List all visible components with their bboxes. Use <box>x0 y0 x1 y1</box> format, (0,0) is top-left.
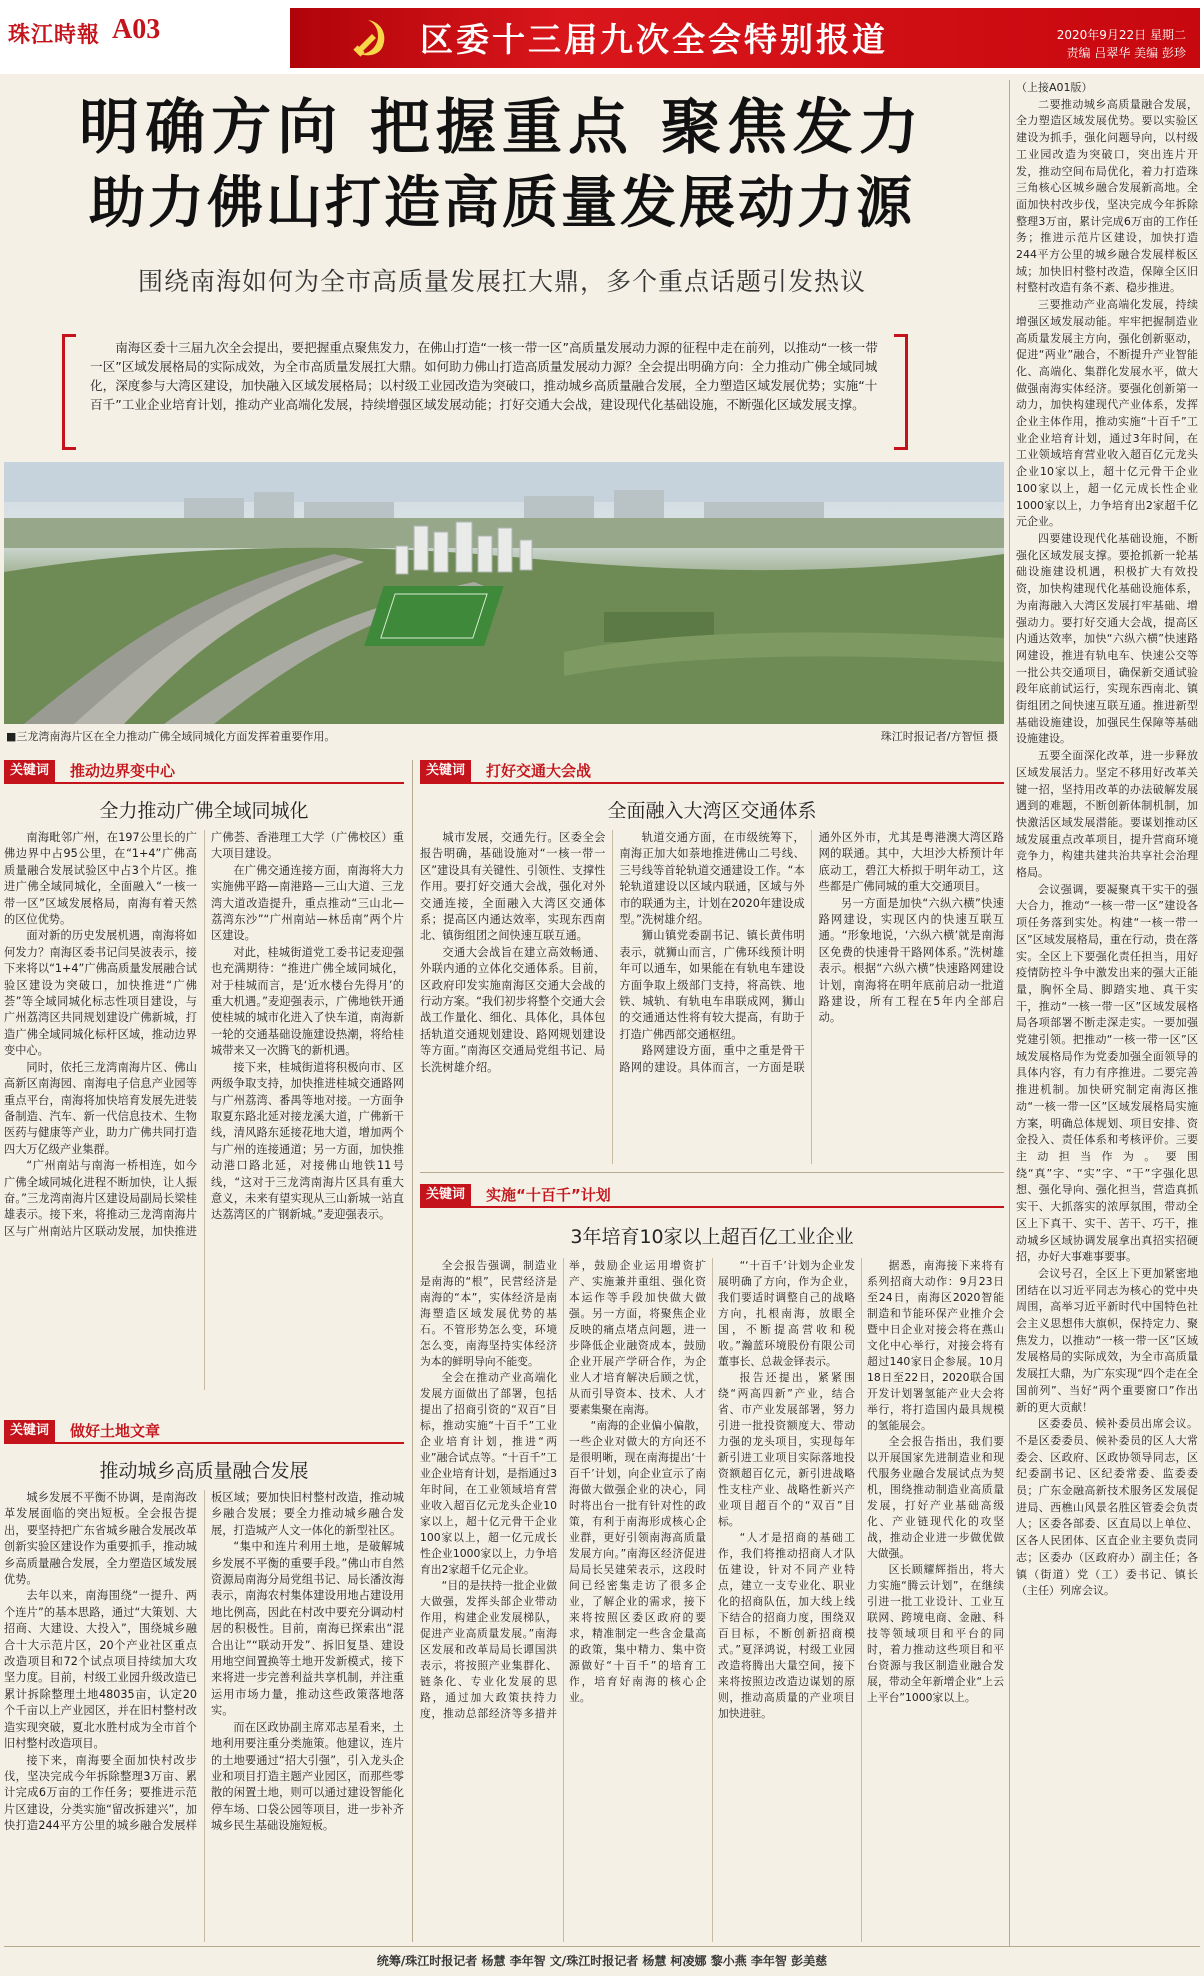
keyword-banner-border <box>4 760 404 782</box>
paragraph: “广州南站与南海一桥相连，如今广佛全域同城化进程不断加快，让人振奋。”三龙湾南海片区建设局副局长梁桂雄表示。接下来，将推动三龙湾南海片区与广州南站片区联动发展，加快推进广佛荟、香港理工大学（广佛校区）重大项目建设。 <box>4 831 404 1238</box>
paragraph: 区长顾耀辉指出，将大力实施“腾云计划”，在继续引进一批工业设计、工业互联网、跨境电商、金融、科技等领域项目和平台的同时，着力推动这些项目和平台资源与我区制造业融合发展，带动全年新增企业“上云上平台”1000家以上。 <box>867 1563 1004 1704</box>
bracket-left <box>62 334 76 450</box>
paragraph: 路网建设方面，重中之重是骨干路网的建设。具体而言，一方面是联通外区外市，尤其是粤港澳大湾区路网的联通。其中，大坦沙大桥预计年底动工，碧江大桥拟于明年动工，这些都是广佛同城的重大交通项目。 <box>619 831 1004 1074</box>
keyword-title: 做好土地文章 <box>70 1422 161 1440</box>
section-title-industry: 3年培育10家以上超百亿工业企业 <box>570 1226 854 1248</box>
photo-caption-row <box>6 728 1002 744</box>
paragraph: “目的是扶持一批企业做大做强，发挥头部企业带动作用，构建企业发展梯队，促进产业高质量发展。”南海区发展和改革局局长谭国洪表示，将按照产业集群化、链条化、专业化发展的思路，通过加大政策扶持力度，推动总部经济等多措并举，鼓励企业运用增资扩产、实施兼并重组、强化资本运作等手段加快做大做强。另一方面，将聚焦企业反映的痛点堵点问题，进一步降低企业融资成本，鼓励企业开展产学研合作，为企业人才培育解决后顾之忧，从而引导资本、技术、人才要素集聚在南海。 <box>420 1259 706 1720</box>
paragraph: 南海毗邻广州，在197公里长的广佛边界中占95公里，在“1+4”广佛高质量融合发展试验区中占3个片区。推进广佛全域同城化，全面融入“一核一带一区”区域发展格局，南海有着天然的区位优势。 <box>4 831 197 927</box>
paragraph: “南海的企业偏小偏散，一些企业对做大的方向还不是很明晰，现在南海提出‘十百千’计划，向企业宣示了南海做大做强企业的决心，同时将出台一批有针对性的政策，有利于南海形成核心企业群，更好引领南海高质量发展方向。”南海区经济促进局局长吴建荣表示，这段时间已经密集走访了很多企业，了解企业的需求，接下来将按照区委区政府的要求，精准制定一些含金量高的政策，集中精力、集中资源做好“十百千”的培育工作，培育好南海的核心企业。 <box>569 1419 706 1704</box>
paragraph: 在广佛交通连接方面，南海将大力实施佛平路—南港路—三山大道、三龙湾大道改造提升，重点推动“三山北—荔湾东沙”“广州南站—林岳南”两个片区建设。 <box>211 863 404 943</box>
section-title-land: 推动城乡高质量融合发展 <box>99 1460 309 1482</box>
paragraph: 轨道交通方面，在市级统筹下，南海正加大如萘地推进佛山二号线、三号线等首轮轨道交通建设工作。“本轮轨道建设以区域内联通，区域与外市的联通为主，计划在2020年建设成型。”洗树雄介绍。 <box>619 831 805 927</box>
article-industry-body <box>420 1258 1004 1942</box>
keyword-tag: 关键词 <box>420 760 471 782</box>
lead-paragraph: 南海区委十三届九次全会提出，要把握重点聚焦发力，在佛山打造“一核一带一区”高质量发展动力源的征程中走在前列，以推动“一核一带一区”区域发展格局的实际成效，为全市高质量发展扛大鼎。如何助力佛山打造高质量发展动力源？全会提出明确方向：全力推动广佛全域同城化，深度参与大湾区建设，加快融入区域发展格局；以村级工业园改造为突破口，推动城乡高质量融合发展，全力塑造区域发展优势；实施“十百千”工业企业培育计划，推动产业高端化发展，持续增强区域发展动能；打好交通大会战，建设现代化基础设施，不断强化区域发展支撑。 <box>90 340 878 412</box>
keyword-tag: 关键词 <box>420 1184 471 1206</box>
keyword-tag: 关键词 <box>4 760 55 782</box>
paragraph: 同时，依托三龙湾南海片区、佛山高新区南海园、南海电子信息产业园等重点平台，南海将加快培育发展先进装备制造、汽车、新一代信息技术、生物医药与健康等产业，助力广佛共同打造四大万亿级产业集群。 <box>4 1060 197 1156</box>
keyword-rule <box>420 1206 1004 1208</box>
footer-rule <box>4 1946 1200 1947</box>
paragraph: 另一方面是加快“六纵六横”快速路网建设，实现区内的快速互联互通。“形象地说，‘六纵六横’就是南海区免费的快速骨干路网体系。”洗树雄表示。根据“六纵六横”快速路网建设计划，南海将在明年底前启动一批道路建设，所有工程在5年内全部启动。 <box>818 896 1004 1025</box>
headline-line-1: 明确方向 把握重点 聚焦发力 <box>79 93 925 163</box>
aerial-city-illustration <box>4 462 1004 724</box>
photo-caption: ■三龙湾南海片区在全力推动广佛全域同城化方面发挥着重要作用。 <box>6 730 336 743</box>
keyword-banner-land <box>4 1420 404 1442</box>
paragraph: 交通大会战旨在建立高效畅通、外联内通的立体化交通体系。目前，区政府印发实施南海区交通大会战的行动方案。“我们初步将整个交通大会战工作量化、细化、具体化，具体包括轨道交通规划建设、路网规划建设等方面。”南海区交通局党组书记、局长洗树雄介绍。 <box>420 945 606 1074</box>
paragraph: 城乡发展不平衡不协调，是南海改革发展面临的突出短板。全会报告提出，要坚持把广东省城乡融合发展改革创新实验区建设作为重要抓手，推动城乡高质量融合发展，全力塑造区域发展优势。 <box>4 1491 197 1587</box>
sub-headline: 围绕南海如何为全市高质量发展扛大鼎，多个重点话题引发热议 <box>137 267 866 296</box>
paragraph: 接下来，南海要全面加快村改步伐，坚决完成今年拆除整理3万亩、累计完成6万亩的工作任务；要推进示范片区建设，分类实施“留改拆建兴”，加快打造244平方公里的城乡融合发展样板区域；要加快旧村整村改造，推动城乡融合发展；要全力推动城乡融合发展，打造城产人文一体化的新型社区。 <box>4 1491 404 1833</box>
keyword-rule <box>4 782 404 784</box>
section-title-traffic: 全面融入大湾区交通体系 <box>607 800 817 822</box>
paragraph: 五要全面深化改革，进一步释放区域发展活力。坚定不移用好改革关键一招，坚持用改革的办法破解发展遇到的难题，不断创新体制机制，加快激活区域发展潜能。要谋划推动区域发展重点改革项目，提升营商环境竞争力，构建共建共治共享社会治理格局。 <box>1016 749 1198 880</box>
paragraph: 狮山镇党委副书记、镇长黄伟明表示，就狮山而言，广佛环线预计明年可以通车，如果能在有轨电车建设方面争取上级部门支持，将高铁、地铁、城轨、有轨电车串联成网，狮山的交通通达性将有较大提高，有助于打造广佛西部交通枢纽。 <box>619 929 805 1041</box>
paragraph: 会议强调，要凝聚真干实干的强大合力，推动“一核一带一区”建设各项任务落到实处。构建“一核一带一区”区域发展格局，重在行动，贵在落实。全区上下要强化责任担当，用好疫情防控斗争中激发出来的强大正能量，胸怀全局、脚踏实地、真干实干，推动“一核一带一区”区域发展格局各项部署不断走深走实。一要加强党建引领。把推动“一核一带一区”区域发展格局作为党委加强全面领导的具体内容，有力有序推进。二要完善推进机制。加快研究制定南海区推动“一核一带一区”区域发展格局实施方案，明确总体规划、项目安排、资金投入、责任体系和考核评价。三要主动担当作为。要围绕“真”字、“实”字、“干”字强化思想、强化导向、强化担当，营造真抓实干、大抓落实的浓厚氛围，带动全区上下真干、实干、苦干、巧干，推动城乡区域协调发展拿出真招实招硬招，办好大事难事要事。 <box>1016 882 1198 1264</box>
paragraph: 去年以来，南海围绕“一提升、两个连片”的基本思路，通过“大策划、大招商、大建设、大投入”，围绕城乡融合十大示范片区，20个产业社区重点改造项目和72个试点项目持续加大攻坚力度。目前，村级工业园升级改造已累计拆除整理土地48035亩，认定20个千亩以上产业园区，并在旧村整村改造实现突破，夏北水胜村成为全市首个旧村整村改造项目。 <box>4 1589 197 1751</box>
paragraph: 据悉，南海接下来将有系列招商大动作：9月23日至24日，南海区2020智能制造和节能环保产业推介会暨中日企业对接会将在燕山文化中心举行，对接会将有超过140家日企参展。10月18日至22日，2020联合国开发计划署氢能产业大会将举行，将打造国内最具规模的氢能展会。 <box>867 1259 1004 1432</box>
keyword-rule <box>420 782 1004 784</box>
paragraph: “人才是招商的基础工作，我们将推动招商人才队伍建设，针对不同产业特点，建立一支专业化、职业化的招商队伍，加大线上线下结合的招商力度，围绕双百目标，不断创新招商模式。”夏泽鸿说，村级工业园改造将腾出大量空间，接下来将按照边改造边谋划的原则，推动高质量的产业项目加快进驻。 <box>718 1531 855 1720</box>
article-border-body <box>4 830 404 1390</box>
paragraph: 全会在推动产业高端化发展方面做出了部署，包括提出了招商引资的“双百”目标，推动实施“十百千”工业企业培育计划，推进“两业”融合试点等。“十百千”工业企业培育计划，是指通过3年时间，在工业领域培育营业收入超百亿元龙头企业10家以上，超十亿元骨干企业100家以上，超一亿元成长性企业1000家以上，力争培育出2家超千亿元企业。 <box>420 1371 557 1576</box>
editor-credits: 责编 吕翠华 美编 彭珍 <box>1066 46 1186 60</box>
bracket-right <box>894 334 908 450</box>
party-emblem-icon <box>342 10 396 64</box>
aerial-photo <box>4 462 1004 724</box>
article-land-body <box>4 1490 404 1942</box>
paragraph: 而在区政协副主席邓志星看来，土地利用要注重分类施策。他建议，连片的土地要通过“招大引强”，引入龙头企业和项目打造主题产业园区，而那些零散的闲置土地，则可以通过建设智能化停车场、口袋公园等项目，进一步补齐城乡民生基础设施短板。 <box>211 1720 404 1833</box>
paragraph: “‘十百千’计划为企业发展明确了方向，作为企业，我们要适时调整自己的战略方向，扎根南海，放眼全国，不断提高营收和税收。”瀚蓝环境股份有限公司董事长、总裁金铎表示。 <box>718 1259 855 1368</box>
continued-marker: （上接A01版） <box>1016 81 1093 94</box>
keyword-rule <box>4 1442 404 1444</box>
page-number: A03 <box>112 14 161 45</box>
paragraph: 城市发展，交通先行。区委全会报告明确，基础设施对“一核一带一区”建设具有关键性、引领性、支撑性作用。要打好交通大会战，强化对外交通连接，全面融入大湾区交通体系；提高区内通达效率，实现东西南北、镇街组团之间快速互联互通。 <box>420 831 606 943</box>
keyword-title: 实施“十百千”计划 <box>486 1186 611 1204</box>
main-headline <box>0 90 1004 242</box>
section-separator <box>420 1172 1004 1173</box>
photo-credit: 珠江时报记者/方智恒 摄 <box>880 730 998 743</box>
page-header <box>0 0 1204 74</box>
paragraph: 报告还提出，紧紧围绕“两高四新”产业，结合省、市产业发展部署，努力引进一批投资额度大、带动力强的龙头项目，实现每年新引进工业项目实际落地投资额超百亿元，新引进战略性支柱产业、战略性新兴产业项目超百个的“双百”目标。 <box>718 1371 855 1528</box>
date-editor-info <box>1057 26 1186 62</box>
article-traffic-body <box>420 830 1004 1164</box>
paragraph: 会议号召，全区上下更加紧密地团结在以习近平同志为核心的党中央周围，高举习近平新时代中国特色社会主义思想伟大旗帜，保持定力、聚焦发力，以推动“一核一带一区”区域发展格局的实际成效，为全市高质量发展扛大鼎，为广东实现“四个走在全国前列”、当好“两个重要窗口”作出新的更大贡献！ <box>1016 1266 1198 1414</box>
keyword-banner-traffic <box>420 760 1004 782</box>
column-divider-left <box>412 760 413 1942</box>
paragraph: 面对新的历史发展机遇，南海将如何发力？南海区委书记闫昊波表示，接下来将以“1+4”广佛高质量发展融合试验区建设为突破口，加快推进“广佛荟”等全域同城化标志性项目建设，与广州荔湾区共同规划建设广佛新城，打造广佛全域同城化标杆区域，推动边界变中心。 <box>4 929 197 1058</box>
continued-article <box>1016 80 1198 1946</box>
paragraph: 接下来，桂城街道将积极向市、区两级争取支持，加快推进桂城交通路网与广州荔湾、番禺等地对接。一方面争取夏东路北延对接龙溪大道，广佛新干线，清风路东延接花地大道，增加两个与广州的连接通道；另一方面，加快推动港口路北延，对接佛山地铁11号线，“这对于三龙湾南海片区具有重大意义，未来有望实现从三山新城一站直达荔湾区的广钢新城。”麦迎强表示。 <box>211 1060 404 1222</box>
headline-line-2: 助力佛山打造高质量发展动力源 <box>89 171 915 236</box>
paragraph: 对此，桂城街道党工委书记麦迎强也充满期待：“推进广佛全域同城化，对于桂城而言，是‘近水楼台先得月’的重大机遇。”麦迎强表示，广佛地铁开通使桂城的城市化进入了快车道，南海新一轮的交通基础设施建设热潮，将给桂城带来又一次腾飞的新机遇。 <box>211 945 404 1058</box>
paragraph: “集中和连片利用土地，是破解城乡发展不平衡的重要手段。”佛山市自然资源局南海分局党组书记、局长潘汝海表示，南海农村集体建设用地占建设用地比例高，因此在村改中要充分调动村居的积极性。目前，南海已探索出“混合出让”“联动开发”、拆旧复垦、建设用地空间置换等土地开发新模式，接下来将进一步完善利益共享机制，并注重运用市场力量，推动这些政策落地落实。 <box>211 1540 404 1718</box>
lead-box <box>62 334 908 450</box>
keyword-banner-industry <box>420 1184 1004 1206</box>
paragraph: 二要推动城乡高质量融合发展，全力塑造区域发展优势。要以实验区建设为抓手，强化问题导向，以村级工业园改造为突破口，突出连片开发，推动空间布局优化，着力打造珠三角核心区城乡融合发展新高地。全面加快村改步伐，坚决完成今年拆除整理3万亩，累计完成6万亩的工作任务；推进示范片区建设，加快打造244平方公里的城乡融合发展样板区域；加快旧村整村改造，保障全区旧村整村改造有条不紊、稳步推进。 <box>1016 97 1198 295</box>
section-title-border: 全力推动广佛全域同城化 <box>99 800 309 822</box>
paragraph: 全会报告强调，制造业是南海的“根”，民营经济是南海的“本”，实体经济是南海塑造区域发展优势的基石。不管形势怎么变，环境怎么变，南海坚持实体经济为本的鲜明导向不能变。 <box>420 1259 557 1368</box>
issue-date: 2020年9月22日 星期二 <box>1056 28 1186 42</box>
keyword-tag: 关键词 <box>4 1420 55 1442</box>
column-divider-right <box>1009 80 1010 1946</box>
special-report-title: 区委十三届九次全会特别报道 <box>420 20 888 59</box>
special-report-banner <box>290 8 1200 68</box>
paragraph: 四要建设现代化基础设施，不断强化区域发展支撑。要抢抓新一轮基础设施建设机遇，积极扩大有效投资，加快构建现代化基础设施体系，为南海融入大湾区发展打牢基础、增强动力。要打好交通大会战，提高区内通达效率，加快“六纵六横”快速路网建设，推进有轨电车、快速公交等一批公共交通项目，确保新交通试验段年底前试运行，实现东西南北、镇街组团之间快速互联互通。推进新型基础设施建设，加强民生保障等基础设施建设。 <box>1016 531 1198 746</box>
paragraph: 全会报告指出，我们要以开展国家先进制造业和现代服务业融合发展试点为契机，围绕推动制造业高质量发展，打好产业基础高级化、产业链现代化的攻坚战，推动企业进一步做优做大做强。 <box>867 1435 1004 1560</box>
paragraph: 三要推动产业高端化发展，持续增强区域发展动能。牢牢把握制造业高质量发展主方向，强化创新驱动，促进“两业”融合，不断提升产业智能化、高端化、集群化发展水平，做大做强南海实体经济。要强化创新第一动力，加快构建现代产业体系，发挥企业主体作用，推动实施“十百千”工业企业培育计划，通过3年时间，在工业领域培育营业收入超百亿元龙头企业10家以上，超十亿元骨干企业100家以上，超一亿元成长性企业1000家以上，力争培育出2家超千亿元企业。 <box>1016 298 1198 529</box>
keyword-title: 打好交通大会战 <box>486 762 592 780</box>
paragraph: 区委委员、候补委员出席会议。不是区委委员、候补委员的区人大常委会、区政府、区政协领导同志，区纪委副书记、区纪委常委、监委委员；广东金融高新技术服务区发展促进局、西樵山风景名胜区管委会负责人；区委各部委、区直局以上单位、区各人民团体、区直企业主要负责同志；区委办（区政府办）副主任；各镇（街道）党（工）委书记、镇长（主任）列席会议。 <box>1016 1417 1198 1598</box>
byline: 统筹/珠江时报记者 杨慧 李年智 文/珠江时报记者 杨慧 柯凌娜 黎小燕 李年智 彭美慈 <box>376 1954 828 1968</box>
newspaper-masthead: 珠江時報 <box>8 22 101 48</box>
keyword-title: 推动边界变中心 <box>70 762 176 780</box>
